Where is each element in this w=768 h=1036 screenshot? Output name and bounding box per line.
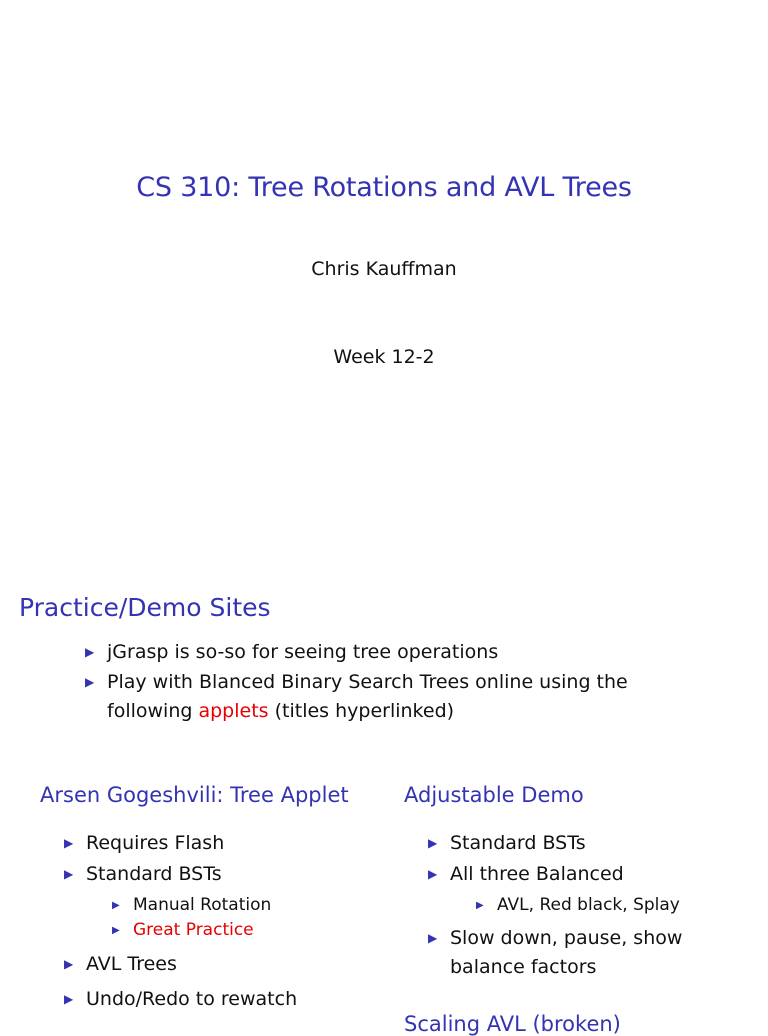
- bullet-text: jGrasp is so-so for seeing tree operations: [107, 641, 499, 663]
- bullet-text: Play with Blanced Binary Search Trees online using the: [107, 671, 628, 693]
- left-subitem-rotation: [112, 893, 272, 918]
- bullet-triangle-icon: ▶: [64, 992, 74, 1006]
- bullet-text: Requires Flash: [86, 832, 225, 854]
- right-item-balanced: [428, 860, 624, 889]
- left-item-avl: [64, 950, 177, 979]
- tree-applet-link[interactable]: Arsen Gogeshvili: Tree Applet: [40, 783, 349, 807]
- bullet-text: All three Balanced: [450, 863, 624, 885]
- bullet-triangle-icon: ▶: [428, 836, 438, 850]
- bullet-text: Great Practice: [133, 920, 254, 940]
- scaling-avl-link[interactable]: Scaling AVL (broken): [404, 1012, 621, 1036]
- frame-title: Practice/Demo Sites: [19, 593, 271, 622]
- bullet-text: Standard BSTs: [86, 863, 222, 885]
- week-label: Week 12-2: [333, 346, 435, 368]
- slide-title: CS 310: Tree Rotations and AVL Trees: [136, 172, 632, 203]
- bullet-triangle-icon: ▶: [112, 900, 120, 911]
- adjustable-demo-link[interactable]: Adjustable Demo: [404, 783, 584, 807]
- bullet-jgrasp: [85, 638, 499, 667]
- author-name: Chris Kauffman: [311, 258, 457, 280]
- bullet-play-applets: [85, 668, 628, 697]
- bullet-text: following: [107, 700, 193, 722]
- bullet-triangle-icon: ▶: [85, 675, 95, 689]
- bullet-text: Standard BSTs: [450, 832, 586, 854]
- applets-link[interactable]: applets: [198, 700, 269, 722]
- bullet-triangle-icon: ▶: [64, 867, 74, 881]
- left-item-undo: [64, 985, 298, 1014]
- bullet-triangle-icon: ▶: [428, 931, 438, 945]
- left-subitem-practice: [112, 918, 254, 943]
- bullet-triangle-icon: ▶: [64, 957, 74, 971]
- right-item-bsts: [428, 829, 586, 858]
- bullet-text: balance factors: [450, 956, 597, 978]
- right-item-slowdown: [428, 924, 683, 953]
- left-item-flash: [64, 829, 225, 858]
- bullet-triangle-icon: ▶: [85, 645, 95, 659]
- right-item-slowdown-cont: [450, 953, 596, 982]
- bullet-text: AVL, Red black, Splay: [497, 895, 680, 915]
- bullet-triangle-icon: ▶: [112, 925, 120, 936]
- bullet-text: Manual Rotation: [133, 895, 272, 915]
- right-subitem-types: [476, 893, 680, 918]
- bullet-text: AVL Trees: [86, 953, 177, 975]
- practice-demo-slide: [0, 576, 768, 1036]
- bullet-text: Slow down, pause, show: [450, 927, 683, 949]
- bullet-triangle-icon: ▶: [64, 836, 74, 850]
- bullet-play-applets-cont: [107, 697, 454, 726]
- bullet-triangle-icon: ▶: [476, 900, 484, 911]
- bullet-text: (titles hyperlinked): [274, 700, 455, 722]
- bullet-triangle-icon: ▶: [428, 867, 438, 881]
- bullet-text: Undo/Redo to rewatch: [86, 988, 298, 1010]
- left-item-bsts: [64, 860, 222, 889]
